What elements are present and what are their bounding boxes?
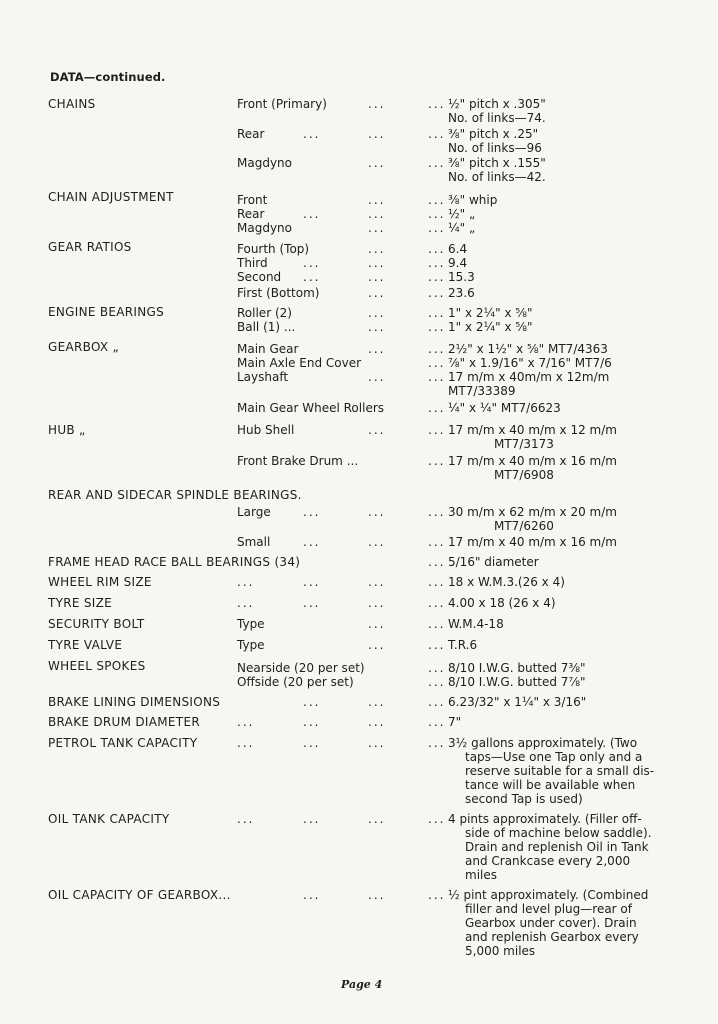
spec-value: ⅜" pitch x .25" [448, 127, 539, 141]
spec-value: ⅞" x 1.9/16" x 7/16" MT7/6 [448, 356, 612, 370]
leader-dots: ... [428, 286, 446, 300]
spec-value: 7" [448, 715, 462, 729]
spec-sublabel: Ball (1) ... [237, 320, 296, 334]
spec-value: 8/10 I.W.G. butted 7⅜" [448, 661, 586, 675]
spec-value: 6.23/32" x 1¼" x 3/16" [448, 695, 587, 709]
spec-sublabel: Roller (2) [237, 306, 292, 320]
leader-dots: ... [303, 207, 321, 221]
leader-dots: ... [428, 695, 446, 709]
leader-dots: ... [303, 812, 321, 826]
leader-dots: ... [368, 193, 386, 207]
spec-sublabel: Main Gear Wheel Rollers [237, 401, 385, 415]
spec-sublabel: Type [237, 617, 265, 631]
leader-dots: ... [428, 575, 446, 589]
spec-label: GEAR RATIOS [48, 240, 132, 254]
spec-label: PETROL TANK CAPACITY [48, 736, 198, 750]
leader-dots: ... [368, 638, 386, 652]
spec-label: BRAKE LINING DIMENSIONS [48, 695, 221, 709]
spec-sublabel: Rear [237, 207, 265, 221]
spec-value: ½ pint approximately. (Combined [448, 888, 649, 902]
spec-value: MT7/33389 [448, 384, 516, 398]
leader-dots: ... [428, 193, 446, 207]
leader-dots: ... [428, 661, 446, 675]
spec-value: and replenish Gearbox every [465, 930, 639, 944]
spec-value: miles [465, 868, 497, 882]
spec-sublabel: Main Gear [237, 342, 299, 356]
leader-dots: ... [368, 695, 386, 709]
leader-dots: ... [303, 270, 321, 284]
spec-value: 4 pints approximately. (Filler off- [448, 812, 642, 826]
spec-value: 4.00 x 18 (26 x 4) [448, 596, 556, 610]
spec-value: 17 m/m x 40 m/m x 16 m/m [448, 535, 617, 549]
spec-value: 8/10 I.W.G. butted 7⅞" [448, 675, 586, 689]
leader-dots: ... [428, 617, 446, 631]
leader-dots: ... [428, 97, 446, 111]
leader-dots: ... [368, 221, 386, 235]
leader-dots: ... [368, 320, 386, 334]
spec-value: 30 m/m x 62 m/m x 20 m/m [448, 505, 617, 519]
spec-sublabel: Third [237, 256, 268, 270]
spec-value: taps—Use one Tap only and a [465, 750, 643, 764]
leader-dots: ... [237, 596, 255, 610]
leader-dots: ... [428, 555, 446, 569]
spec-value: 9.4 [448, 256, 468, 270]
leader-dots: ... [428, 596, 446, 610]
spec-value: 5/16" diameter [448, 555, 539, 569]
leader-dots: ... [428, 256, 446, 270]
spec-value: reserve suitable for a small dis- [465, 764, 655, 778]
leader-dots: ... [428, 221, 446, 235]
spec-label: ENGINE BEARINGS [48, 305, 165, 319]
leader-dots: ... [428, 207, 446, 221]
spec-sublabel: Front [237, 193, 268, 207]
leader-dots: ... [428, 370, 446, 384]
spec-value: No. of links—74. [448, 111, 546, 125]
leader-dots: ... [303, 888, 321, 902]
spec-label: WHEEL RIM SIZE [48, 575, 152, 589]
leader-dots: ... [428, 812, 446, 826]
leader-dots: ... [368, 812, 386, 826]
spec-value: MT7/6908 [494, 468, 554, 482]
spec-label: BRAKE DRUM DIAMETER [48, 715, 200, 729]
spec-sublabel: Second [237, 270, 282, 284]
spec-value: 17 m/m x 40 m/m x 12 m/m [448, 423, 617, 437]
leader-dots: ... [428, 715, 446, 729]
leader-dots: ... [428, 320, 446, 334]
spec-label: REAR AND SIDECAR SPINDLE BEARINGS. [48, 488, 302, 502]
leader-dots: ... [368, 423, 386, 437]
spec-label: OIL CAPACITY OF GEARBOX... [48, 888, 231, 902]
spec-value: T.R.6 [448, 638, 478, 652]
leader-dots: ... [428, 736, 446, 750]
leader-dots: ... [368, 736, 386, 750]
leader-dots: ... [368, 617, 386, 631]
spec-value: W.M.4-18 [448, 617, 504, 631]
spec-value: No. of links—42. [448, 170, 546, 184]
spec-value: 17 m/m x 40m/m x 12m/m [448, 370, 610, 384]
spec-value: side of machine below saddle). [465, 826, 652, 840]
leader-dots: ... [303, 596, 321, 610]
leader-dots: ... [428, 535, 446, 549]
spec-value: 17 m/m x 40 m/m x 16 m/m [448, 454, 617, 468]
spec-value: filler and level plug—rear of [465, 902, 632, 916]
spec-value: and Crankcase every 2,000 [465, 854, 631, 868]
leader-dots: ... [428, 242, 446, 256]
spec-sublabel: Magdyno [237, 221, 292, 235]
spec-sublabel: First (Bottom) [237, 286, 320, 300]
leader-dots: ... [368, 127, 386, 141]
spec-value: ¼" x ¼" MT7/6623 [448, 401, 561, 415]
spec-sublabel: Rear [237, 127, 265, 141]
leader-dots: ... [428, 638, 446, 652]
leader-dots: ... [237, 575, 255, 589]
spec-value: 1" x 2¼" x ⅝" [448, 320, 533, 334]
leader-dots: ... [428, 423, 446, 437]
leader-dots: ... [303, 575, 321, 589]
spec-sublabel: Front Brake Drum ... [237, 454, 359, 468]
leader-dots: ... [428, 156, 446, 170]
spec-value: tance will be available when [465, 778, 636, 792]
spec-value: ½" „ [448, 207, 476, 221]
spec-label: HUB „ [48, 423, 86, 437]
spec-label: SECURITY BOLT [48, 617, 145, 631]
leader-dots: ... [368, 535, 386, 549]
spec-sublabel: Layshaft [237, 370, 289, 384]
spec-value: ⅜" whip [448, 193, 498, 207]
spec-sublabel: Large [237, 505, 271, 519]
spec-label: WHEEL SPOKES [48, 659, 146, 673]
leader-dots: ... [237, 715, 255, 729]
leader-dots: ... [368, 342, 386, 356]
leader-dots: ... [237, 812, 255, 826]
spec-value: 1" x 2¼" x ⅝" [448, 306, 533, 320]
leader-dots: ... [303, 256, 321, 270]
leader-dots: ... [368, 596, 386, 610]
spec-label: TYRE VALVE [48, 638, 123, 652]
spec-sublabel: Magdyno [237, 156, 292, 170]
spec-sublabel: Hub Shell [237, 423, 295, 437]
spec-sublabel: Fourth (Top) [237, 242, 310, 256]
spec-value: ⅜" pitch x .155" [448, 156, 546, 170]
spec-value: 15.3 [448, 270, 475, 284]
spec-sublabel: Nearside (20 per set) [237, 661, 365, 675]
spec-label: CHAIN ADJUSTMENT [48, 190, 174, 204]
spec-value: 6.4 [448, 242, 468, 256]
spec-sublabel: Offside (20 per set) [237, 675, 354, 689]
leader-dots: ... [428, 356, 446, 370]
spec-sublabel: Type [237, 638, 265, 652]
leader-dots: ... [428, 505, 446, 519]
leader-dots: ... [368, 270, 386, 284]
spec-value: 5,000 miles [465, 944, 536, 958]
spec-sublabel: Small [237, 535, 271, 549]
leader-dots: ... [428, 306, 446, 320]
leader-dots: ... [303, 715, 321, 729]
leader-dots: ... [368, 256, 386, 270]
leader-dots: ... [428, 401, 446, 415]
spec-label: FRAME HEAD RACE BALL BEARINGS (34) [48, 555, 301, 569]
leader-dots: ... [368, 306, 386, 320]
leader-dots: ... [428, 888, 446, 902]
leader-dots: ... [303, 736, 321, 750]
page-number: Page 4 [341, 978, 383, 991]
spec-value: Drain and replenish Oil in Tank [465, 840, 649, 854]
leader-dots: ... [368, 715, 386, 729]
leader-dots: ... [368, 207, 386, 221]
spec-value: 3½ gallons approximately. (Two [448, 736, 638, 750]
leader-dots: ... [428, 342, 446, 356]
leader-dots: ... [368, 242, 386, 256]
leader-dots: ... [237, 736, 255, 750]
leader-dots: ... [368, 888, 386, 902]
leader-dots: ... [368, 370, 386, 384]
leader-dots: ... [303, 695, 321, 709]
spec-value: 23.6 [448, 286, 475, 300]
spec-value: 18 x W.M.3.(26 x 4) [448, 575, 565, 589]
leader-dots: ... [428, 454, 446, 468]
spec-value: Gearbox under cover). Drain [465, 916, 637, 930]
spec-value: second Tap is used) [465, 792, 583, 806]
leader-dots: ... [368, 156, 386, 170]
leader-dots: ... [368, 97, 386, 111]
spec-value: ¼" „ [448, 221, 476, 235]
spec-value: MT7/3173 [494, 437, 554, 451]
spec-label: CHAINS [48, 97, 96, 111]
leader-dots: ... [368, 286, 386, 300]
leader-dots: ... [368, 575, 386, 589]
leader-dots: ... [368, 505, 386, 519]
leader-dots: ... [303, 535, 321, 549]
spec-sublabel: Main Axle End Cover [237, 356, 362, 370]
leader-dots: ... [428, 127, 446, 141]
spec-value: MT7/6260 [494, 519, 554, 533]
spec-value: ½" pitch x .305" [448, 97, 546, 111]
section-heading: DATA—continued. [50, 70, 166, 84]
leader-dots: ... [428, 675, 446, 689]
spec-label: GEARBOX „ [48, 340, 120, 354]
leader-dots: ... [303, 127, 321, 141]
leader-dots: ... [428, 270, 446, 284]
spec-label: TYRE SIZE [48, 596, 113, 610]
spec-value: 2½" x 1½" x ⅝" MT7/4363 [448, 342, 608, 356]
spec-label: OIL TANK CAPACITY [48, 812, 170, 826]
spec-sublabel: Front (Primary) [237, 97, 327, 111]
leader-dots: ... [303, 505, 321, 519]
spec-value: No. of links—96 [448, 141, 542, 155]
